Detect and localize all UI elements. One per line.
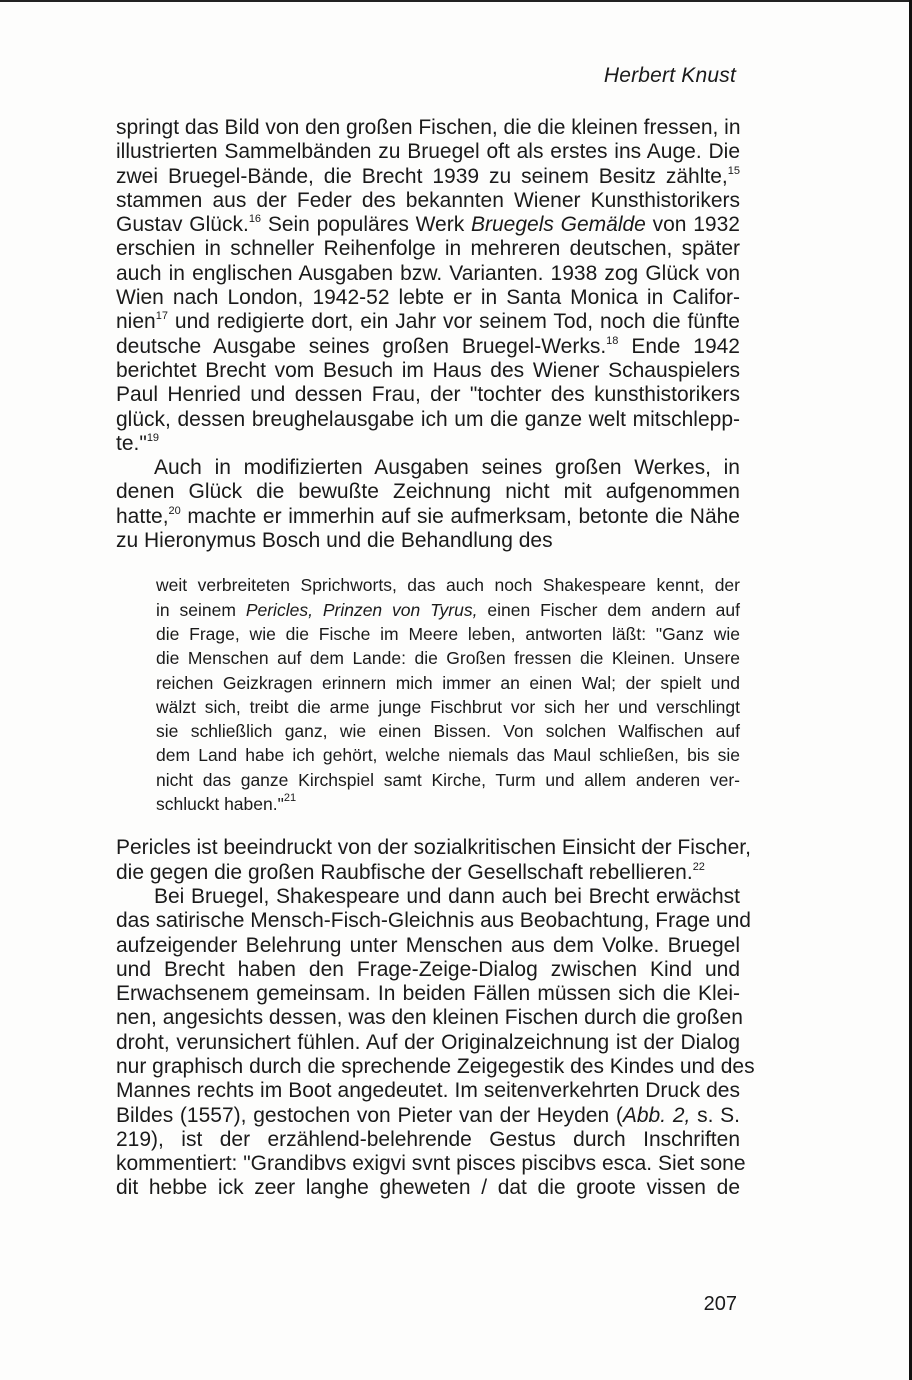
quote-line: sie schließlich ganz, wie einen Bissen. Von solchen Walfischen auf — [156, 721, 740, 742]
body-text — [116, 116, 755, 1201]
footnote-ref-19[interactable]: 19 — [146, 431, 160, 444]
text-line: auch in englischen Ausgaben bzw. Varianten. 1938 zog Glück von — [116, 261, 740, 285]
text-line: te."$^{19}$ — [116, 431, 160, 455]
footnote-ref-21[interactable]: 21 — [283, 792, 297, 805]
quote-line: die Frage, wie die Fische im Meere leben, antworten läßt: "Ganz wie — [156, 623, 740, 644]
quote-line: dem Land habe ich gehört, welche niemals das Maul schließen, bis sie — [156, 745, 740, 766]
text-line: glück, dessen breughelausgabe ich um die ganze welt mitschlepp- — [116, 407, 740, 431]
block-quote — [156, 573, 740, 816]
book-title: Bruegels Gemälde — [471, 213, 646, 237]
text-line: Pericles ist beeindruckt von der sozialkritischen Einsicht der Fischer, — [116, 836, 751, 860]
text-line: Bildes (1557), gestochen von Pieter van der Heyden (Abb. 2, s. S. — [116, 1103, 740, 1127]
figure-ref: Abb. 2, — [622, 1103, 691, 1127]
footnote-ref-17[interactable]: 17 — [155, 310, 168, 323]
quote-line: weit verbreiteten Sprichworts, das auch noch Shakespeare kennt, der — [156, 575, 740, 596]
quote-line: wälzt sich, treibt die arme junge Fischbrut vor sich her und verschlingt — [156, 696, 740, 717]
text-line: nen, angesichts dessen, was den kleinen Fischen durch die großen — [116, 1006, 743, 1030]
text-line: das satirische Mensch-Fisch-Gleichnis aus Beobachtung, Frage und — [116, 909, 751, 933]
text-line: kommentiert: "Grandibvs exigvi svnt pisces piscibvs esca. Siet sone — [116, 1152, 746, 1176]
text-line: aufzeigender Belehrung unter Menschen aus dem Volke. Bruegel — [116, 933, 740, 957]
text-line: zu Hieronymus Bosch und die Behandlung des — [116, 529, 553, 553]
text-line: Wien nach London, 1942-52 lebte er in Santa Monica in Califor- — [116, 286, 740, 310]
text-line: zwei Bruegel-Bände, die Brecht 1939 zu seinem Besitz zählte,$^{15}$ — [116, 164, 740, 188]
text-line: nur graphisch durch die sprechende Zeigegestik des Kindes und des — [116, 1054, 755, 1078]
play-title: Pericles, Prinzen von Tyrus, — [245, 599, 478, 620]
text-line: stammen aus der Feder des bekannten Wiener Kunsthistorikers — [116, 188, 740, 212]
quote-line: reichen Geizkragen erinnern mich immer an einen Wal; der spielt und — [156, 672, 740, 693]
quote-line: in seinem Pericles, Prinzen von Tyrus, einen Fischer dem andern auf — [156, 599, 740, 620]
text-line: 219), ist der erzählend-belehrende Gestus durch Inschriften — [116, 1127, 740, 1151]
paragraph-4 — [116, 884, 755, 1201]
text-line: die gegen die großen Raubfische der Gesellschaft rebellieren.$^{22}$ — [116, 860, 705, 884]
text-line: droht, verunsichert fühlen. Auf der Originalzeichnung ist der Dialog — [116, 1030, 740, 1054]
text-line: erschien in schneller Reihenfolge in mehreren deutschen, später — [116, 237, 740, 261]
quote-line: schluckt haben."$^{21}$ — [156, 792, 297, 815]
paragraph-3 — [116, 836, 751, 885]
text-line: Gustav Glück.$^{16}$ Sein populäres Werk Bruegels Gemälde von 1932 — [116, 213, 740, 237]
quote-line: nicht das ganze Kirchspiel samt Kirche, Turm und allem anderen ver- — [156, 769, 740, 790]
text-line: springt das Bild von den großen Fischen, die die kleinen fressen, in — [116, 116, 741, 139]
running-head: Herbert Knust — [603, 64, 736, 87]
text-line: dit hebbe ick zeer langhe gheweten / dat die groote vissen de — [116, 1176, 740, 1200]
text-line: Mannes rechts im Boot angedeutet. Im seitenverkehrten Druck des — [116, 1079, 740, 1103]
text-line: hatte,$^{20}$ machte er immerhin auf sie aufmerksam, betonte die Nähe — [116, 504, 740, 528]
footnote-ref-16[interactable]: 16 — [248, 213, 262, 226]
text-line: Paul Henried und dessen Frau, der "tochter des kunsthistorikers — [116, 383, 740, 407]
quote-line: die Menschen auf dem Lande: die Großen fressen die Kleinen. Unsere — [156, 648, 740, 669]
text-line: illustrierten Sammelbänden zu Bruegel oft als erstes ins Auge. Die — [116, 140, 740, 164]
footnote-ref-18[interactable]: 18 — [606, 334, 619, 347]
text-line: deutsche Ausgabe seines großen Bruegel-Werks.$^{18}$ Ende 1942 — [116, 334, 740, 358]
footnote-ref-20[interactable]: 20 — [168, 504, 181, 517]
text-line: Erwachsenem gemeinsam. In beiden Fällen müssen sich die Klei- — [116, 982, 740, 1006]
page-number: 207 — [703, 1293, 737, 1315]
paragraph-1 — [116, 116, 740, 456]
text-line: berichtet Brecht vom Besuch im Haus des Wiener Schauspielers — [116, 358, 740, 382]
footnote-ref-22[interactable]: 22 — [692, 860, 705, 873]
text-line: Auch in modifizierten Ausgaben seines großen Werkes, in — [154, 456, 740, 480]
text-line: und Brecht haben den Frage-Zeige-Dialog zwischen Kind und — [116, 957, 740, 981]
paragraph-2 — [116, 456, 740, 553]
text-line: denen Glück die bewußte Zeichnung nicht mit aufgenommen — [116, 480, 740, 504]
text-line: Bei Bruegel, Shakespeare und dann auch bei Brecht erwächst — [154, 884, 740, 908]
footnote-ref-15[interactable]: 15 — [727, 164, 740, 177]
text-line: nien$^{17}$ und redigierte dort, ein Jahr vor seinem Tod, noch die fünfte — [116, 310, 740, 334]
page-edge-top — [0, 0, 912, 2]
